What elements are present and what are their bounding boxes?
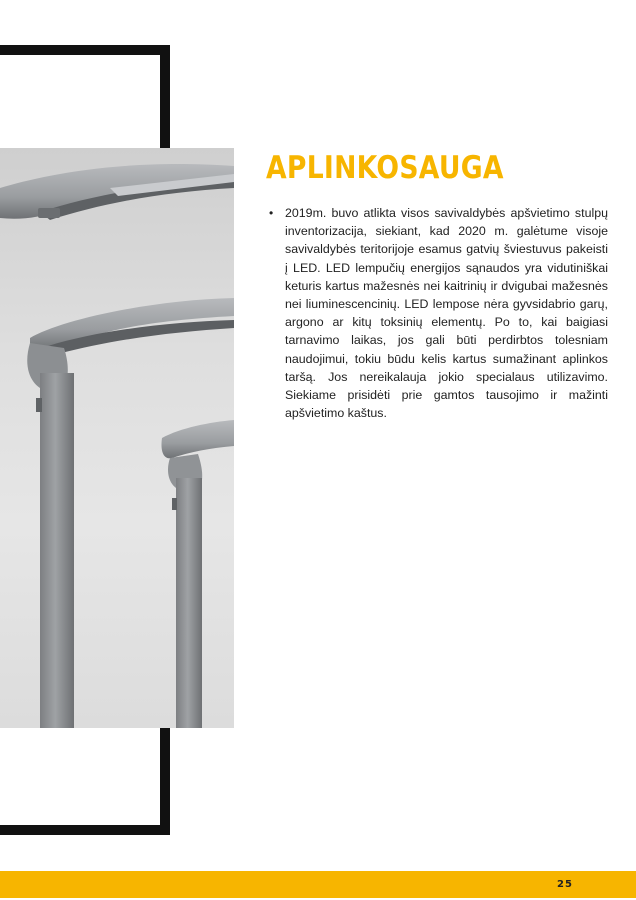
lamp-head-top (0, 164, 234, 220)
body-paragraph-text: 2019m. buvo atlikta visos savivaldybės apšvietimo stulpų inventorizacija, siekiant, kad 2020 m. galėtume visoje savivaldybės teritorijoje esamus gatvių šviestuvus pakeisti į LED. LED lempučių energijos sąnaudos yra vidutiniškai keturis kartus mažesnės nei kaitrinių ir dvigubai mažesnės nei liuminescencinių. LED lempose nėra gyvsidabrio garų, argono ar kitų toksinių elementų. Po to, kai baigiasi tarnavimo laikas, jos gali būti perdirbtos tolesniam naudojimui, tokiu būdu kelis kartus sumažinant aplinkos taršą. Jos nereikalauja jokio specialaus utilizavimo. Siekiame prisidėti prie gamtos tausojimo ir mažinti apšvietimo kaštus. (285, 206, 608, 421)
body-paragraph (269, 204, 608, 422)
bullet-icon: • (269, 206, 274, 220)
page-number: 25 (557, 879, 573, 890)
lamp-head-bottom (161, 420, 234, 488)
footer-bar (0, 871, 636, 898)
lamp-pole-middle (40, 373, 74, 728)
lamp-pole-bottom (176, 478, 202, 728)
body-bullet-list (266, 204, 608, 422)
street-lamp-photo (0, 148, 234, 728)
section-title: APLINKOSAUGA (266, 150, 504, 186)
